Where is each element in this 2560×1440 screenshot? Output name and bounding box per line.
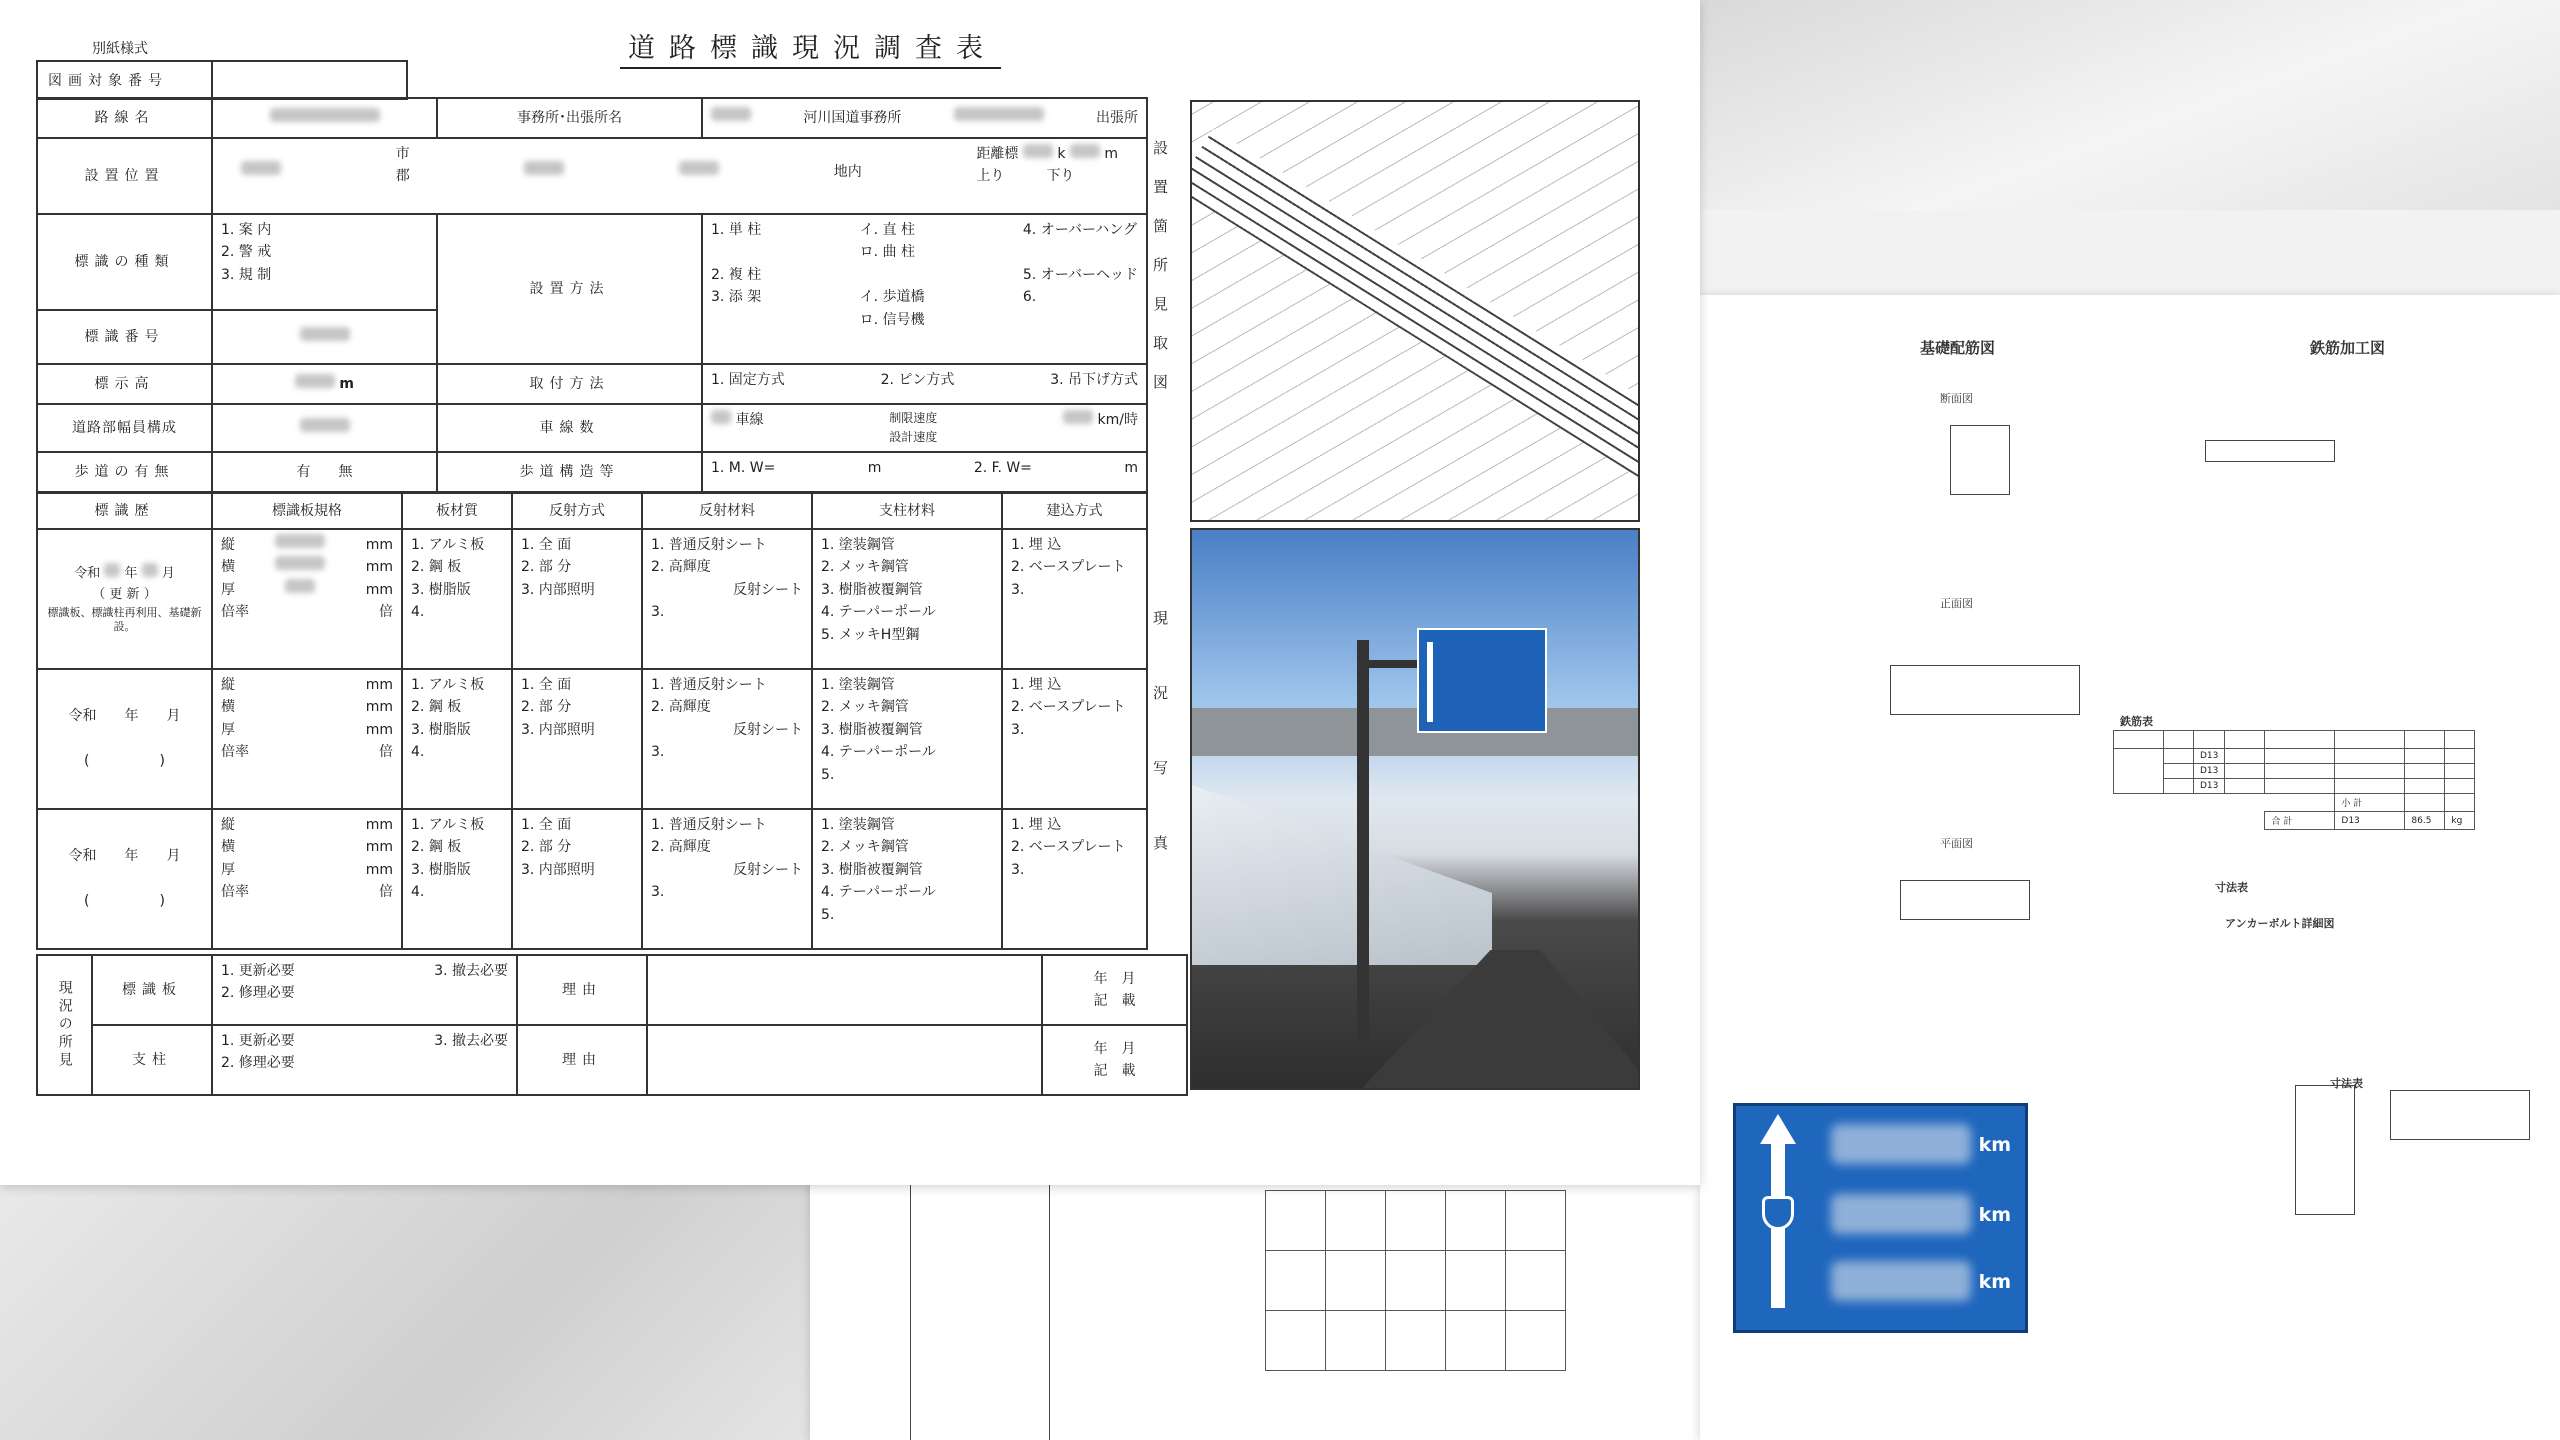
sign-number-label: 標識番号: [37, 310, 212, 364]
history-row: 令和 年 月 （ 更 新 ） 標識板、標識柱再利用、基礎新設。 縦 mm 横 mm 厚 mm 倍率 倍 1. アルミ板 2. 鋼 板 3. 樹脂版 4. 1. 全 面 2. 部 分 3. 内部照明 1. 普通反射シート 2. 高輝度 反射シート 3. 1. 塗装鋼管 2. メッキ鋼管 3. 樹脂被覆鋼管 4. テーパーポール 5. メッキH型鋼 1. 埋 込 2. ベースプレート 3.: [37, 529, 1147, 669]
background-left: [0, 1180, 820, 1440]
page-title: 道路標識現況調査表: [620, 26, 1001, 69]
history-row: 令和 年 月 ( ) 縦 mm 横 mm 厚 mm 倍率 倍 1. アルミ板 2. 鋼 板 3. 樹脂版 4. 1. 全 面 2. 部 分 3. 内部照明 1. 普通反射シート 2. 高輝度 反射シート 3. 1. 塗装鋼管 2. メッキ鋼管 3. 樹脂被覆鋼管 4. テーパーポール 5. 1. 埋 込 2. ベースプレート 3.: [37, 809, 1147, 949]
km-label: km: [1978, 1204, 2011, 1226]
size-table-title-2: 寸法表: [2330, 1077, 2363, 1090]
site-photo: [1190, 528, 1640, 1090]
photo-label: 現況写真: [1151, 610, 1169, 910]
sign-drawing: [1733, 1103, 2028, 1333]
anchor-detail-title: アンカーボルト詳細図: [2225, 917, 2335, 930]
guide-sign: [1417, 628, 1547, 733]
form-label: 別紙様式: [92, 41, 148, 57]
install-method-label: 設置方法: [437, 214, 702, 364]
section-view-label: 断面図: [1940, 392, 1973, 405]
sign-type-label: 標識の種類: [37, 214, 212, 310]
km-label: km: [1978, 1271, 2011, 1293]
plan-view-label: 平面図: [1940, 837, 1973, 850]
front-view-label: 正面図: [1940, 597, 1973, 610]
route-shield-icon: [1762, 1196, 1794, 1230]
foundation-drawing-title: 基礎配筋図: [1920, 339, 1996, 357]
index-number-table: [36, 60, 408, 100]
branch-label: 出張所: [1095, 109, 1138, 126]
office-label: 事務所･出張所名: [437, 98, 702, 138]
location-map-label: 設置箇所見取図: [1151, 140, 1169, 413]
history-row: 令和 年 月 ( ) 縦 mm 横 mm 厚 mm 倍率 倍 1. アルミ板 2. 鋼 板 3. 樹脂版 4. 1. 全 面 2. 部 分 3. 内部照明 1. 普通反射シート 2. 高輝度 反射シート 3. 1. 塗装鋼管 2. メッキ鋼管 3. 樹脂被覆鋼管 4. テーパーポール 5. 1. 埋 込 2. ベースプレート 3.: [37, 669, 1147, 809]
display-height-label: 標示高: [37, 364, 212, 404]
km-label: km: [1978, 1134, 2011, 1156]
office-name: 河川国道事務所: [803, 109, 902, 126]
location-map: [1190, 100, 1640, 522]
history-table: 標識歴 標識板規格 板材質 反射方式 反射材料 支柱材料 建込方式 令和 年 月 （ 更 新 ） 標識板、標識柱再利用、基礎新設。 縦 mm 横 mm 厚 mm 倍率 倍 1. アルミ板 2. 鋼 板 3. 樹脂版 4. 1. 全 面 2. 部 分 3. 内部照明 1. 普通反射シート 2. 高輝度 反射シート 3. 1. 塗装鋼管 2. メッキ鋼管 3. 樹脂被覆鋼管 4. テーパーポール 5. メッキH型鋼 1. 埋 込 2. ベースプレート 3. 令和 年 月 ( ) 縦 mm 横 mm 厚 mm 倍率 倍 1. アルミ板 2. 鋼 板 3. 樹脂版 4. 1. 全 面 2. 部 分 3. 内部照明 1. 普通反射シート 2. 高輝度 反射シート 3. 1. 塗装鋼管 2. メッキ鋼管 3. 樹脂被覆鋼管 4. テーパーポール 5. 1. 埋 込 2. ベースプレート 3. 令和 年 月 ( ) 縦 mm 横 mm 厚 mm 倍率 倍 1. アルミ板 2. 鋼 板 3. 樹脂版 4. 1. 全 面 2. 部 分 3. 内部照明 1. 普通反射シート 2. 高輝度 反射シート 3. 1. 塗装鋼管 2. メッキ鋼管 3. 樹脂被覆鋼管 4. テーパーポール 5. 1. 埋 込 2. ベースプレート 3.: [36, 492, 1148, 950]
route-label: 路線名: [37, 98, 212, 138]
location-label: 設置位置: [37, 138, 212, 214]
index-number-label: 図画対象番号: [37, 61, 212, 99]
background-table: [1265, 1190, 1566, 1371]
survey-form-table: 路線名 事務所･出張所名 河川国道事務所 出張所 設置位置 市 郡 地内 距離標 k m 上り 下り 標識の種類 1. 案 内 2. 警 戒 3. 規 制 設置方法 1. 単 柱 2. 複 柱 3. 添 架 イ. 直 柱 ロ. 曲 柱 イ. 歩道橋 ロ. 信号機 4. オーバーハング 5. オーバーヘッド 6. 標識番号 標示高 m 取付方法 1. 固定方式 2. ピン方式 3. 吊下げ方式 道路部幅員構成 車線数 車線 制限速度 設計速度 km/時 歩道の有無 有 無 歩道構造等 1. M. W= m 2. F. W= m: [36, 97, 1148, 493]
rebar-table-title: 鉄筋表: [2120, 715, 2153, 728]
size-table-title: 寸法表: [2215, 881, 2248, 894]
findings-table: 現況の所見 標識板 1. 更新必要 3. 撤去必要 2. 修理必要 理由 年 月 記 載 支柱 1. 更新必要 3. 撤去必要 2. 修理必要 理由 年 月 記 載: [36, 954, 1188, 1096]
background-drawing-sheet: [810, 1140, 1700, 1440]
rebar-drawing-title: 鉄筋加工図: [2310, 339, 2386, 357]
rebar-table: D13 D13 D13 小 計 合 計 D13 86.5 kg: [2113, 730, 2475, 830]
background-right: [1700, 0, 2560, 210]
